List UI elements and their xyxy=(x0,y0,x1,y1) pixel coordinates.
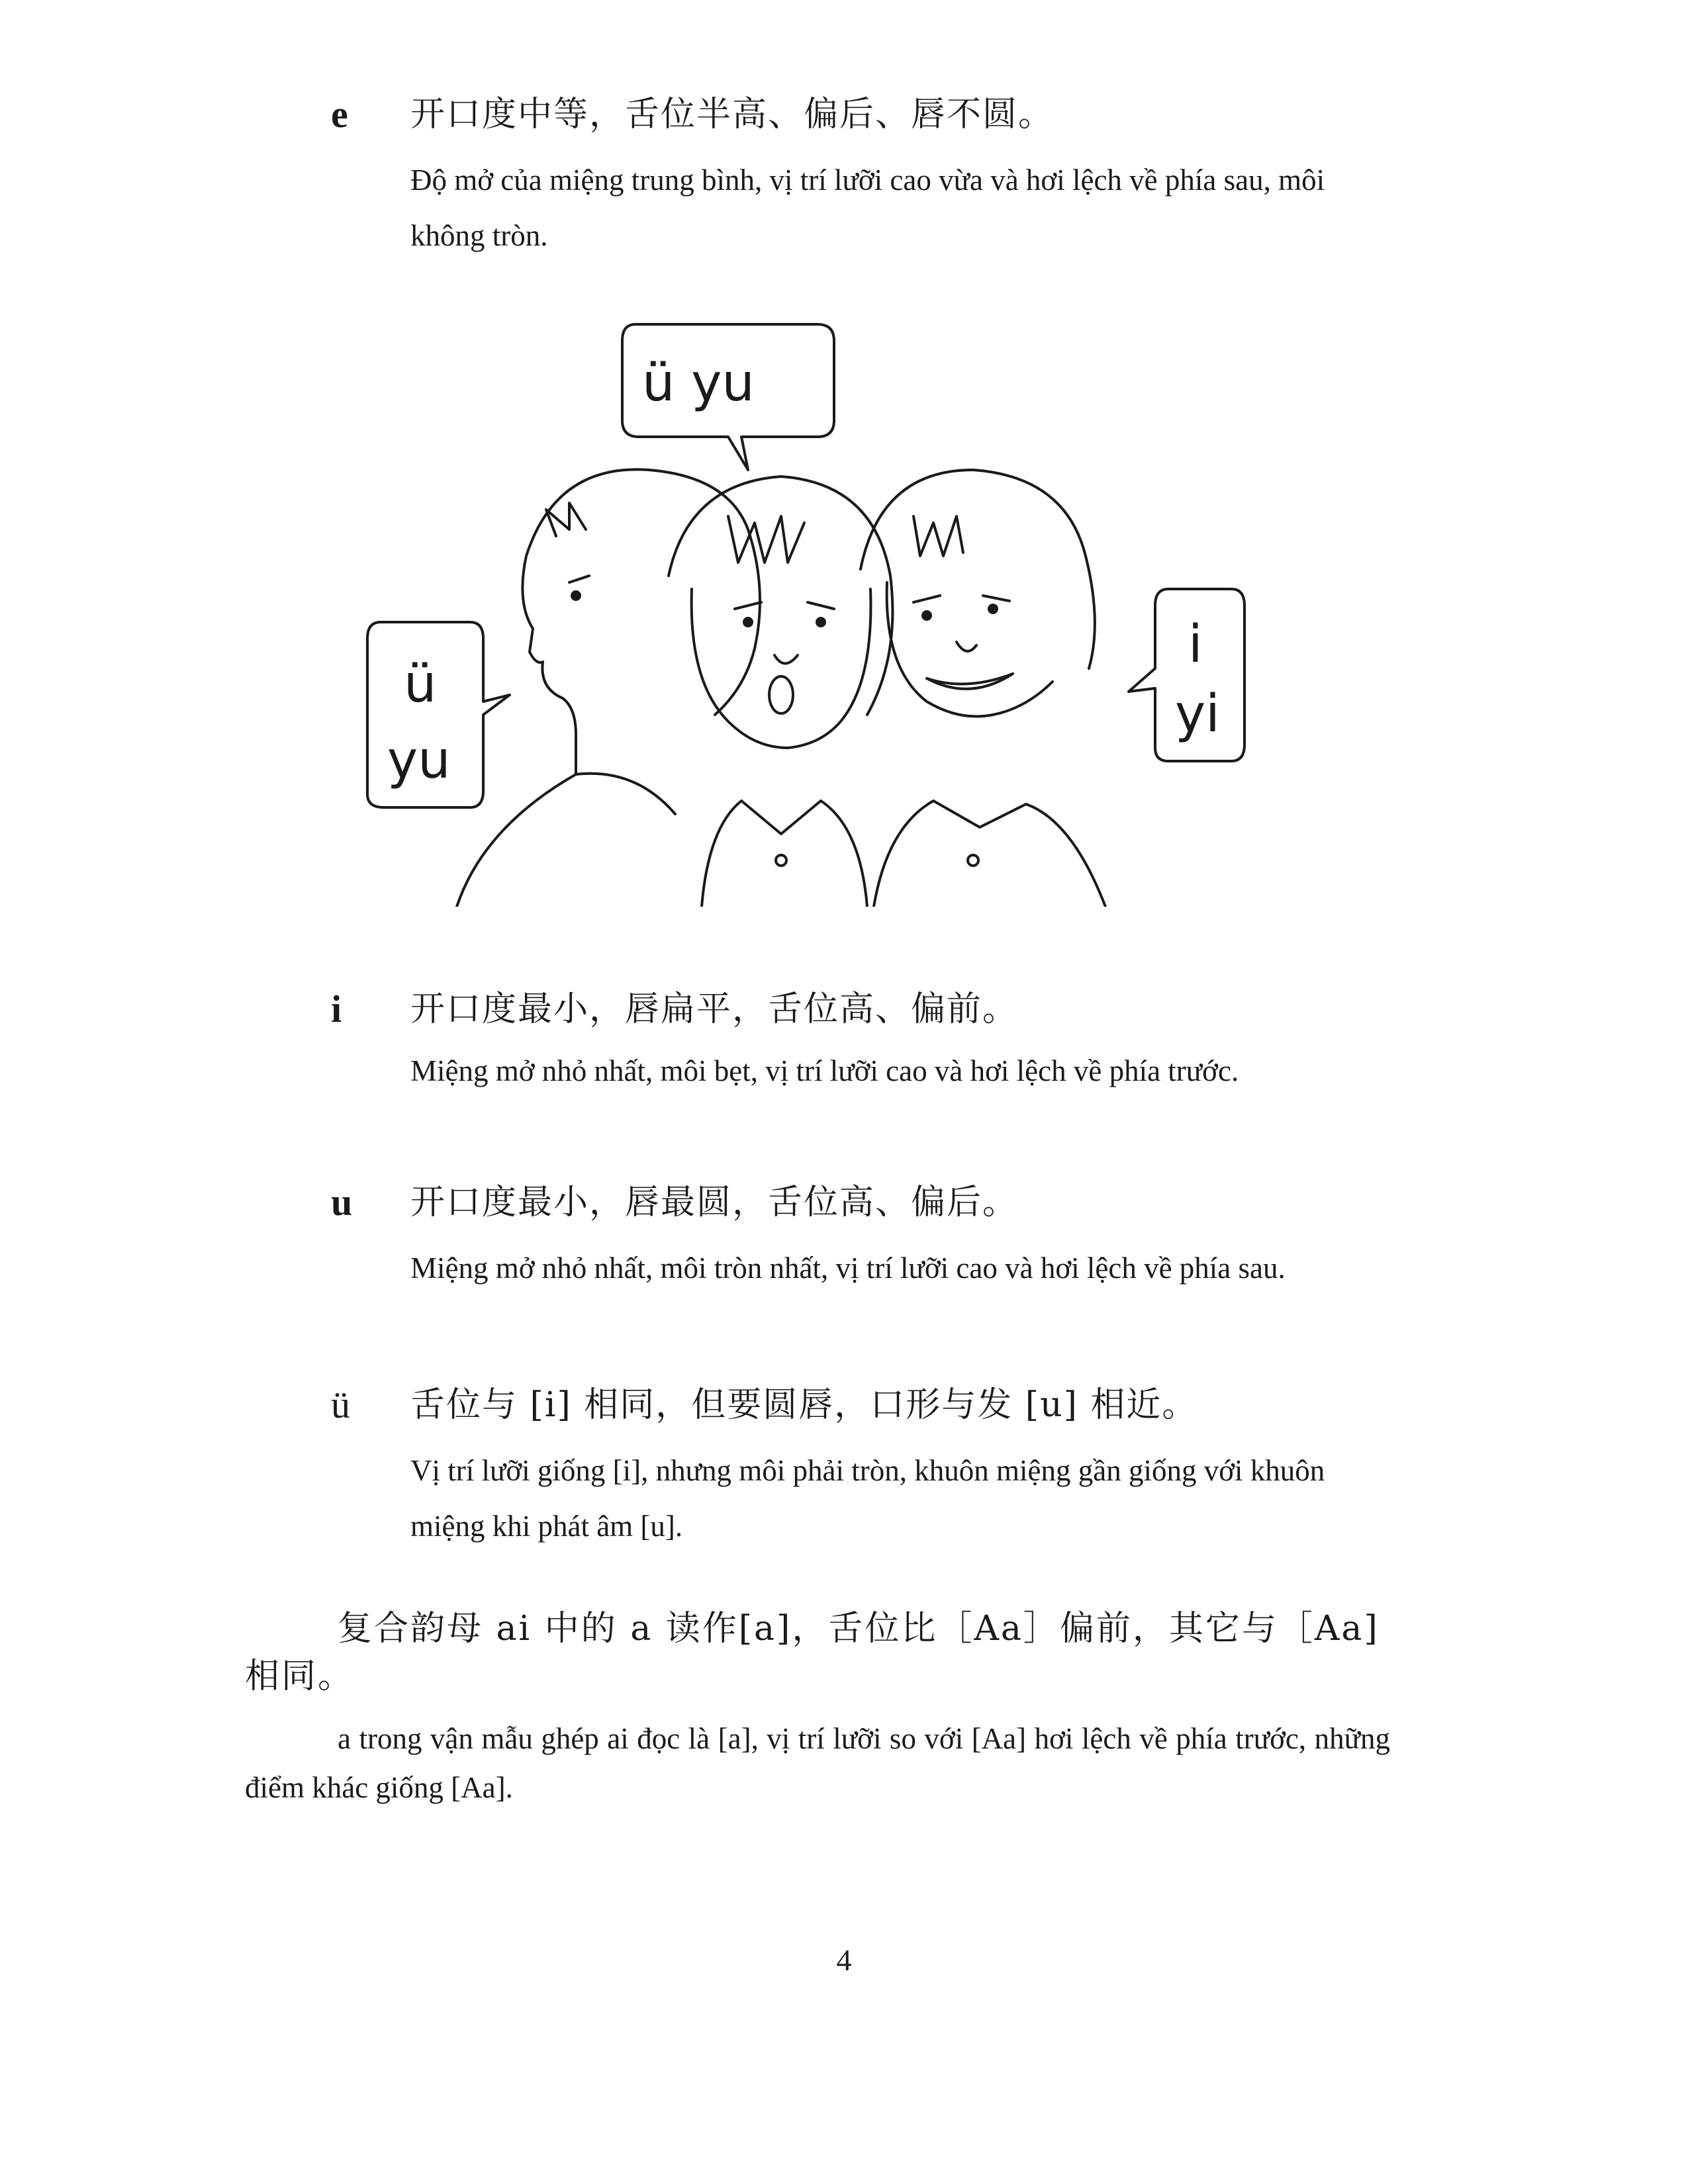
vowel-illustration xyxy=(357,311,1271,907)
left-girl-shoulder xyxy=(457,774,675,907)
right-girl-smile xyxy=(927,674,1013,689)
middle-girl-brows xyxy=(735,602,834,609)
vowel-letter: u xyxy=(331,1181,353,1224)
middle-girl-eye-left xyxy=(744,618,752,626)
left-girl-hair xyxy=(526,469,760,715)
paragraph-chinese-text: 复合韵母 ai 中的 a 读作[a]，舌位比［Aa］偏前，其它与［Aa]相同。 xyxy=(245,1609,1380,1696)
vietnamese-description: Vị trí lưỡi giống [i], nhưng môi phải tròn, khuôn miệng gần giống với khuôn miệng khi phát âm [u]. xyxy=(410,1454,1325,1543)
left-girl-face xyxy=(522,556,576,774)
compound-vowel-vietnamese-paragraph xyxy=(245,1714,1390,1812)
vietnamese-description: Miệng mở nhỏ nhất, môi bẹt, vị trí lưỡi cao và hơi lệch về phía trước. xyxy=(410,1054,1239,1087)
middle-girl-face xyxy=(692,589,871,748)
page-number: 4 xyxy=(836,1943,852,1977)
left-girl-eye xyxy=(572,592,580,600)
middle-girl-nose xyxy=(774,655,798,664)
right-girl-eye-left xyxy=(923,612,931,619)
right-girl-eye-right xyxy=(989,605,997,613)
right-girl-face xyxy=(887,582,1053,717)
chinese-description: 开口度最小，唇最圆，舌位高、偏后。 xyxy=(410,1183,1019,1222)
middle-girl-eye-right xyxy=(817,618,825,626)
bubble-right-text-2: yi xyxy=(1175,684,1220,744)
left-girl-brow xyxy=(569,576,589,582)
bubble-left-text-2: yu xyxy=(387,731,451,790)
vietnamese-description: Độ mở của miệng trung bình, vị trí lưỡi cao vừa và hơi lệch về phía sau, môi không tròn. xyxy=(410,163,1325,252)
middle-girl-button xyxy=(776,855,786,866)
chinese-description: 开口度中等，舌位半高、偏后、唇不圆。 xyxy=(410,95,1055,134)
bubble-top-text: ü yu xyxy=(642,353,755,413)
vowel-letter: ü xyxy=(331,1383,350,1426)
right-girl-nose xyxy=(957,642,976,651)
vowel-letter: e xyxy=(331,93,348,136)
vowel-letter: i xyxy=(331,987,342,1030)
bubble-left-text-1: ü xyxy=(404,655,437,714)
middle-girl-bangs xyxy=(728,516,804,563)
compound-vowel-chinese-paragraph xyxy=(245,1605,1390,1700)
paragraph-vietnamese-text: a trong vận mẫu ghép ai đọc là [a], vị trí lưỡi so với [Aa] hơi lệch về phía trước, những điểm khác giống [Aa]. xyxy=(245,1722,1390,1804)
right-girl-hair xyxy=(861,470,1095,668)
middle-girl-collar xyxy=(702,801,867,907)
right-girl-collar xyxy=(874,801,1105,907)
right-girl-bangs xyxy=(914,516,963,556)
chinese-description: 舌位与 [i] 相同，但要圆唇，口形与发 [u] 相近。 xyxy=(410,1385,1198,1425)
right-girl-button xyxy=(968,855,978,866)
chinese-description: 开口度最小，唇扁平，舌位高、偏前。 xyxy=(410,989,1019,1029)
vietnamese-description: Miệng mở nhỏ nhất, môi tròn nhất, vị trí lưỡi cao và hơi lệch về phía sau. xyxy=(410,1251,1286,1285)
middle-girl-mouth-round xyxy=(769,676,793,713)
three-girls-drawing xyxy=(357,311,1271,907)
bubble-right-text-1: i xyxy=(1188,615,1203,674)
right-girl-brows xyxy=(914,596,1009,602)
